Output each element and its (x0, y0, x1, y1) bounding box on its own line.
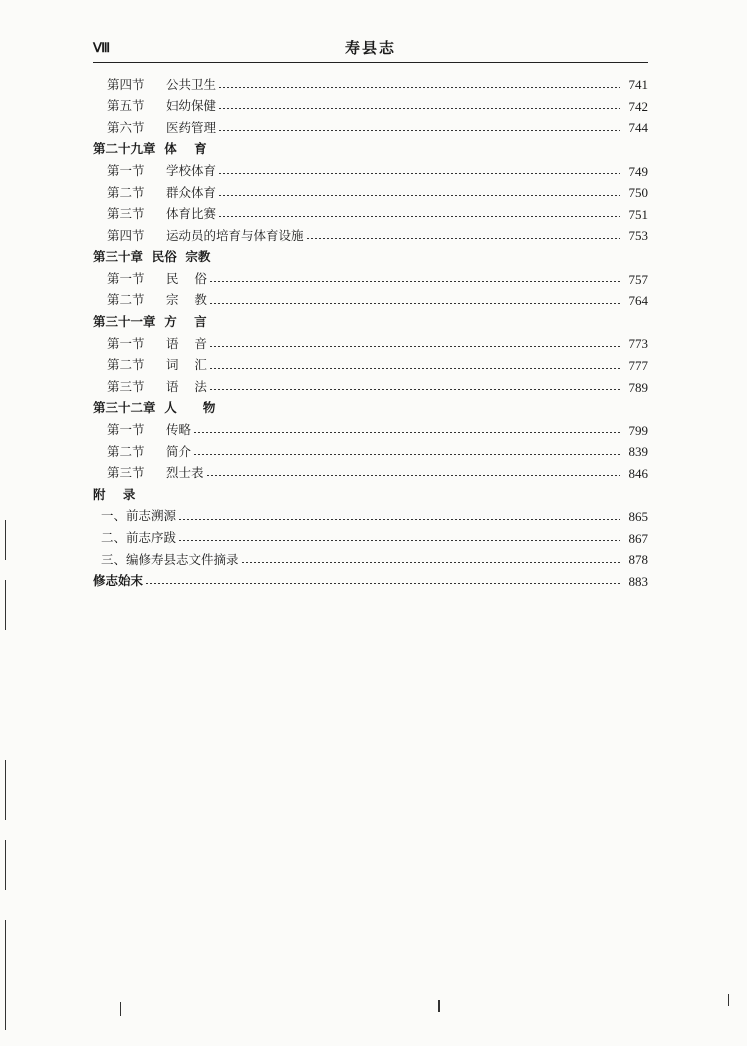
dot-leader (218, 130, 620, 131)
entry-title: 传略 (166, 422, 192, 438)
toc-chapter-heading (93, 312, 648, 334)
scan-edge-mark (5, 920, 6, 1030)
toc-chapter-heading (93, 571, 648, 593)
toc-entry (93, 355, 648, 377)
entry-title: 运动员的培育与体育设施 (166, 227, 304, 243)
section-number: 第一节 (107, 422, 145, 438)
dot-leader (209, 389, 620, 390)
dot-leader (145, 583, 620, 584)
entry-title: 学校体育 (166, 162, 217, 178)
page-ref: 753 (628, 228, 648, 244)
dot-leader (218, 216, 620, 217)
entry-title: 第三十二章 人 物 (93, 400, 216, 416)
page-ref: 839 (628, 444, 648, 460)
page-ref: 789 (628, 379, 648, 395)
section-number: 第三节 (107, 206, 145, 222)
page-ref: 773 (628, 336, 648, 352)
page-ref: 750 (628, 185, 648, 201)
entry-title: 医药管理 (166, 119, 217, 135)
section-number: 第三节 (107, 378, 145, 394)
toc-entry (93, 333, 648, 355)
scan-edge-mark (728, 994, 729, 1006)
dot-leader (209, 368, 620, 369)
toc-entry (93, 204, 648, 226)
toc-entry (93, 160, 648, 182)
dot-leader (306, 238, 620, 239)
section-number: 第二节 (107, 443, 145, 459)
scan-edge-mark (120, 1002, 121, 1016)
page-ref: 883 (628, 573, 648, 589)
section-number: 第六节 (107, 119, 145, 135)
entry-title: 公共卫生 (166, 76, 217, 92)
entry-title: 群众体育 (166, 184, 217, 200)
entry-title: 二、前志序跋 (101, 530, 177, 546)
section-number: 第二节 (107, 357, 145, 373)
page-ref: 867 (628, 530, 648, 546)
toc-chapter-heading (93, 398, 648, 420)
dot-leader (218, 195, 620, 196)
entry-title: 附 录 (93, 486, 136, 502)
toc-entry (93, 268, 648, 290)
page-ref: 751 (628, 206, 648, 222)
dot-leader (218, 108, 620, 109)
page-ref: 744 (628, 120, 648, 136)
entry-title: 修志始末 (93, 573, 144, 589)
entry-title: 语 法 (166, 378, 207, 394)
toc-chapter-heading (93, 484, 648, 506)
book-title: 寿县志 (344, 39, 396, 57)
dot-leader (218, 173, 620, 174)
toc-entry (93, 96, 648, 118)
page-ref: 757 (628, 271, 648, 287)
entry-title: 妇幼保健 (166, 98, 217, 114)
entry-title: 一、前志溯源 (101, 508, 177, 524)
entry-title: 简介 (166, 443, 192, 459)
entry-title: 体育比赛 (166, 206, 217, 222)
section-number: 第二节 (107, 184, 145, 200)
scan-edge-mark (438, 1000, 440, 1012)
dot-leader (218, 87, 620, 88)
toc-entry (93, 225, 648, 247)
toc-entry (93, 463, 648, 485)
entry-title: 第三十章 民俗 宗教 (93, 249, 211, 265)
dot-leader (193, 454, 620, 455)
section-number: 第一节 (107, 162, 145, 178)
entry-title: 烈士表 (166, 465, 204, 481)
dot-leader (241, 562, 620, 563)
toc-entry (93, 74, 648, 96)
page-number: Ⅷ (93, 40, 111, 55)
entry-title: 第三十一章 方 言 (93, 314, 207, 330)
entry-title: 宗 教 (166, 292, 207, 308)
page-ref: 764 (628, 293, 648, 309)
dot-leader (209, 281, 620, 282)
page-ref: 846 (628, 465, 648, 481)
toc-chapter-heading (93, 247, 648, 269)
entry-title: 三、编修寿县志文件摘录 (101, 551, 239, 567)
toc-entry (93, 376, 648, 398)
toc-entry (93, 117, 648, 139)
entry-title: 民 俗 (166, 270, 207, 286)
toc-entry (93, 182, 648, 204)
scan-edge-mark (5, 840, 6, 890)
dot-leader (209, 346, 620, 347)
section-number: 第四节 (107, 227, 145, 243)
dot-leader (178, 540, 620, 541)
page-ref: 741 (628, 77, 648, 93)
toc-entry (93, 549, 648, 571)
toc-entry (93, 441, 648, 463)
dot-leader (206, 475, 620, 476)
page-ref: 878 (628, 552, 648, 568)
section-number: 第二节 (107, 292, 145, 308)
page-ref: 749 (628, 163, 648, 179)
dot-leader (178, 519, 620, 520)
dot-leader (209, 303, 620, 304)
section-number: 第五节 (107, 98, 145, 114)
toc-entry (93, 506, 648, 528)
table-of-contents (93, 74, 648, 592)
page-ref: 777 (628, 358, 648, 374)
toc-entry (93, 527, 648, 549)
section-number: 第一节 (107, 335, 145, 351)
toc-entry (93, 290, 648, 312)
toc-entry (93, 420, 648, 442)
dot-leader (193, 432, 620, 433)
toc-chapter-heading (93, 139, 648, 161)
scan-edge-mark (5, 580, 6, 630)
section-number: 第四节 (107, 76, 145, 92)
entry-title: 第二十九章 体 育 (93, 141, 207, 157)
entry-title: 词 汇 (166, 357, 207, 373)
section-number: 第一节 (107, 270, 145, 286)
page-header (93, 36, 648, 63)
entry-title: 语 音 (166, 335, 207, 351)
scan-edge-mark (5, 520, 6, 560)
page-ref: 799 (628, 422, 648, 438)
page-ref: 742 (628, 98, 648, 114)
page-ref: 865 (628, 509, 648, 525)
section-number: 第三节 (107, 465, 145, 481)
scan-edge-mark (5, 760, 6, 820)
